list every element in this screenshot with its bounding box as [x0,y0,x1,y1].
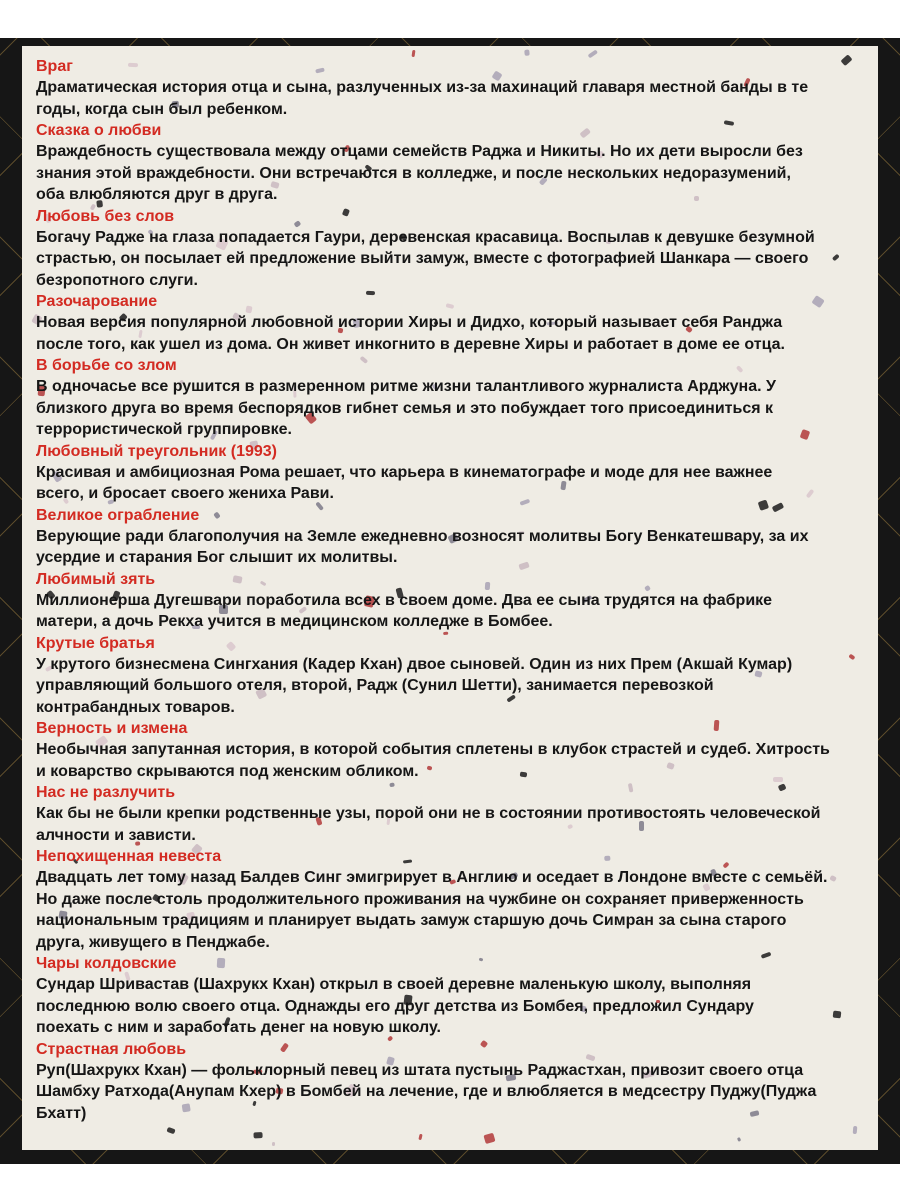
film-description-line: Красивая и амбициозная Рома решает, что карьера в кинематографе и моде для нее важнее [36,463,773,481]
film-description-line: Руп(Шахрукх Кхан) — фольклорный певец из штата пустынь Раджастхан, привозит своего отца [36,1061,804,1079]
film-description-line: Сундар Шривастав (Шахрукх Кхан) открыл в своей деревне маленькую школу, выполняя [36,976,752,993]
confetti-speck [253,1132,262,1139]
confetti-speck [737,1137,741,1142]
film-description-line: управляющий большого отеля, второй, Радж (Сунил Шетти), занимается перевозкой [36,677,714,694]
film-description-line: контрабандных товаров. [36,698,235,716]
confetti-speck [166,1127,175,1135]
film-title: Любимый зять [36,570,156,588]
film-description-line: террористической группировке. [36,421,292,438]
film-title: Разочарование [36,293,158,310]
film-description-line: У крутого бизнесмена Сингхания (Кадер Кхан) двое сыновей. Один из них Прем (Акшай Кумар) [36,655,793,673]
film-title: Враг [36,58,73,75]
film-entry [36,569,866,633]
film-description-line: В одночасье все рушится в размеренном ритме жизни талантливого журналиста Арджуна. У [36,378,776,395]
film-title: Верность и измена [36,720,188,737]
film-title: Крутые братья [36,634,155,652]
film-description-line: близкого друга во время беспорядков гибнет семья и это побуждает того присоединиться к [36,399,774,417]
film-entry [36,206,866,292]
confetti-speck [852,1126,856,1134]
film-description-line: страстью, он посылает ей предложение выйти замуж, вместе с фотографией Шанкара — своего [36,250,809,267]
film-entry [36,291,866,355]
film-entry [36,718,866,782]
film-entry [36,953,866,1039]
film-description-line: Верующие ради благополучия на Земле ежедневно возносят молитвы Богу Венкатешвару, за их [36,527,809,545]
film-description-line: после того, как ушел из дома. Он живет инкогнито в деревне Хиры и работает в доме ее отца. [36,335,785,353]
film-entry [36,505,866,569]
film-title: В борьбе со злом [36,357,177,374]
film-title: Страстная любовь [36,1040,187,1058]
film-title: Нас не разлучить [36,784,176,801]
film-title: Сказка о любви [36,122,162,139]
film-list [36,56,866,1124]
film-description-line: Шамбху Ратхода(Анупам Кхер) в Бомбей на лечение, где и влюбляется в медсестру Пуджу(Пуджа [36,1083,817,1100]
film-description-line: и коварство скрываются под женским обликом. [36,762,419,780]
film-entry [36,1039,866,1125]
text-panel [22,46,878,1150]
film-title: Любовный треугольник (1993) [36,442,278,460]
film-description-line: Как бы не были крепки родственные узы, порой они не в состоянии противостоять человеческой [36,805,821,822]
film-entry [36,120,866,206]
film-description-line: матери, а дочь Рекха учится в медицинском колледже в Бомбее. [36,613,553,630]
film-description-line: Бхатт) [36,1104,87,1122]
film-title: Чары колдовские [36,955,177,972]
film-description-line: Драматическая история отца и сына, разлученных из-за махинаций главаря местной банды в те [36,79,809,96]
film-title: Непохищенная невеста [36,848,222,865]
film-description-line: национальным традициям и планирует выдать замуж старшую дочь Симран за сына старого [36,912,787,929]
film-description-line: алчности и зависти. [36,826,196,844]
confetti-speck [272,1142,275,1147]
film-entry [36,846,866,953]
film-entry [36,56,866,120]
film-description-line: Необычная запутанная история, в которой события сплетены в клубок страстей и судеб. Хитрость [36,741,830,758]
confetti-speck [418,1133,423,1140]
film-description-line: Миллионерша Дугешвари поработила всех в своем доме. Два ее сына трудятся на фабрике [36,591,773,609]
film-description-line: годы, когда сын был ребенком. [36,100,288,118]
confetti-speck [483,1133,495,1144]
film-description-line: поехать с ним и заработать денег на новую школу. [36,1019,441,1036]
confetti-speck [524,49,530,55]
film-description-line: Богачу Радже на глаза попадается Гаури, деревенская красавица. Воспылав к девушке безумной [36,228,815,246]
film-description-line: знания этой враждебности. Они встречаются в колледже, и после нескольких недоразумений, [36,164,791,182]
film-description-line: Враждебность существовала между отцами семейств Раджа и Никиты. Но их дети выросли без [36,143,803,160]
film-description-line: усердие и старания Бог слышит их молитвы. [36,549,398,566]
film-entry [36,782,866,846]
film-description-line: последнюю волю своего отца. Однажды его друг детства из Бомбея, предложил Сундару [36,997,754,1015]
film-title: Любовь без слов [36,207,175,225]
film-description-line: безропотного слуги. [36,271,198,289]
film-entry [36,633,866,719]
film-entry [36,441,866,505]
film-description-line: Но даже после столь продолжительного проживания на чужбине он сохраняет приверженность [36,890,804,908]
film-description-line: всего, и бросает своего жениха Рави. [36,485,334,502]
film-description-line: Новая версия популярной любовной истории Хиры и Дидхо, который называет себя Ранджа [36,314,783,331]
film-description-line: оба влюбляются друг в друга. [36,186,278,203]
film-entry [36,355,866,441]
film-description-line: Двадцать лет тому назад Балдев Синг эмигрирует в Англию и оседает в Лондоне вместе с семьёй. [36,869,828,886]
film-title: Великое ограбление [36,506,200,524]
film-description-line: друга, живущего в Пенджабе. [36,933,270,951]
